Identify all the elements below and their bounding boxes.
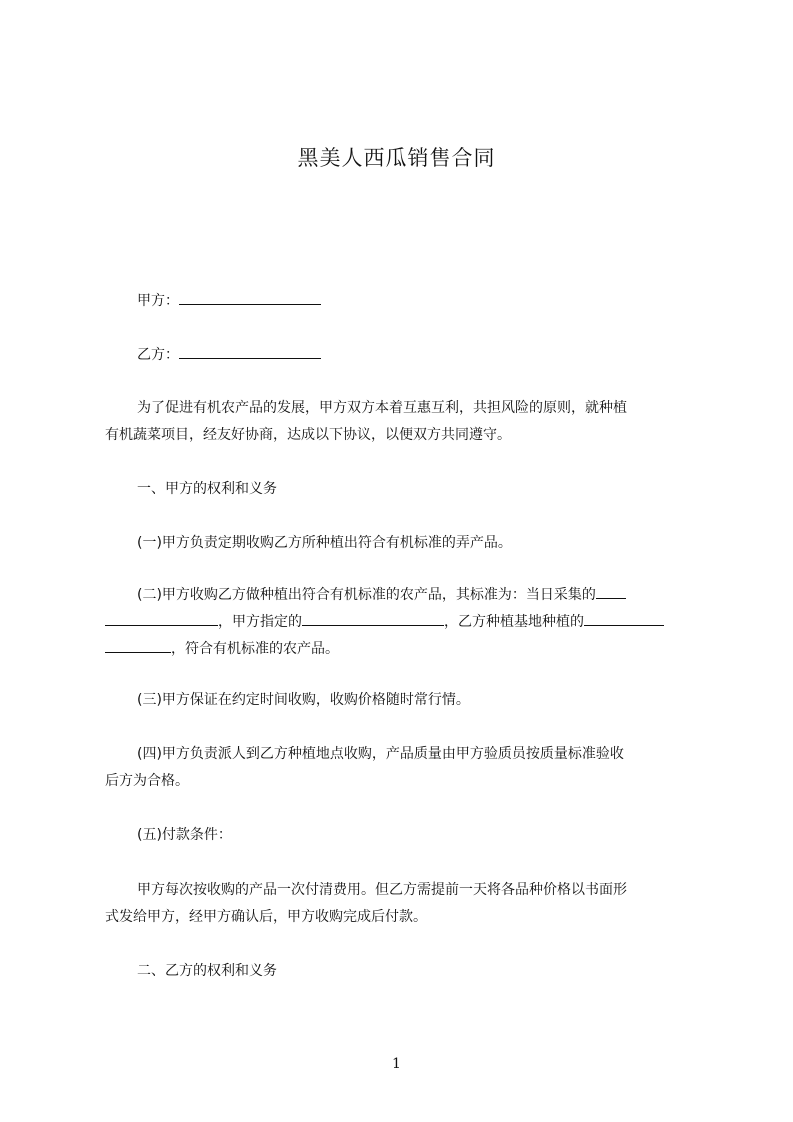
party-b-line [105,344,732,365]
designated-text: ，甲方指定的 [218,614,302,630]
harvest-blank-part1 [596,584,626,599]
intro-paragraph-line2: 有机蔬菜项目，经友好协商，达成以下协议，以便双方共同遵守。 [105,427,511,443]
document-title: 黑美人西瓜销售合同 [297,146,496,170]
clause-2-line2 [105,611,700,632]
payment-paragraph-line2: 式发给甲方，经甲方确认后，甲方收购完成后付款。 [105,909,427,925]
party-b-label: 乙方： [137,347,179,363]
clause-5-heading: (五)付款条件： [137,827,232,843]
clause-2-line1 [105,584,732,605]
clause-4-line1: (四)甲方负责派人到乙方种植地点收购，产品质量由甲方验质员按质量标准验收 [137,746,624,762]
clause-4-line2: 后方为合格。 [105,773,189,789]
clause-2-line3 [105,638,700,659]
page-number: 1 [392,1056,401,1072]
organic-standard-text: ，符合有机标准的农产品。 [171,641,339,657]
party-a-label: 甲方： [137,293,179,309]
party-b-blank [179,344,321,359]
designated-blank [302,611,444,626]
harvest-blank-part2 [105,611,218,626]
planted-blank-part1 [584,611,664,626]
clause-2-text: (二)甲方收购乙方做种植出符合有机标准的农产品，其标准为：当日采集的 [137,587,596,603]
clause-3: (三)甲方保证在约定时间收购，收购价格随时常行情。 [137,692,470,708]
intro-paragraph-line1: 为了促进有机农产品的发展，甲方双方本着互惠互利，共担风险的原则，就种植 [137,400,627,416]
section1-heading: 一、甲方的权利和义务 [137,481,277,497]
party-a-line [105,290,732,311]
clause-1: (一)甲方负责定期收购乙方所种植出符合有机标准的弄产品。 [137,535,512,551]
planted-text: ，乙方种植基地种植的 [444,614,584,630]
planted-blank-part2 [105,638,171,653]
section2-heading: 二、乙方的权利和义务 [137,963,277,979]
payment-paragraph-line1: 甲方每次按收购的产品一次付清费用。但乙方需提前一天将各品种价格以书面形 [137,882,627,898]
party-a-blank [179,290,321,305]
